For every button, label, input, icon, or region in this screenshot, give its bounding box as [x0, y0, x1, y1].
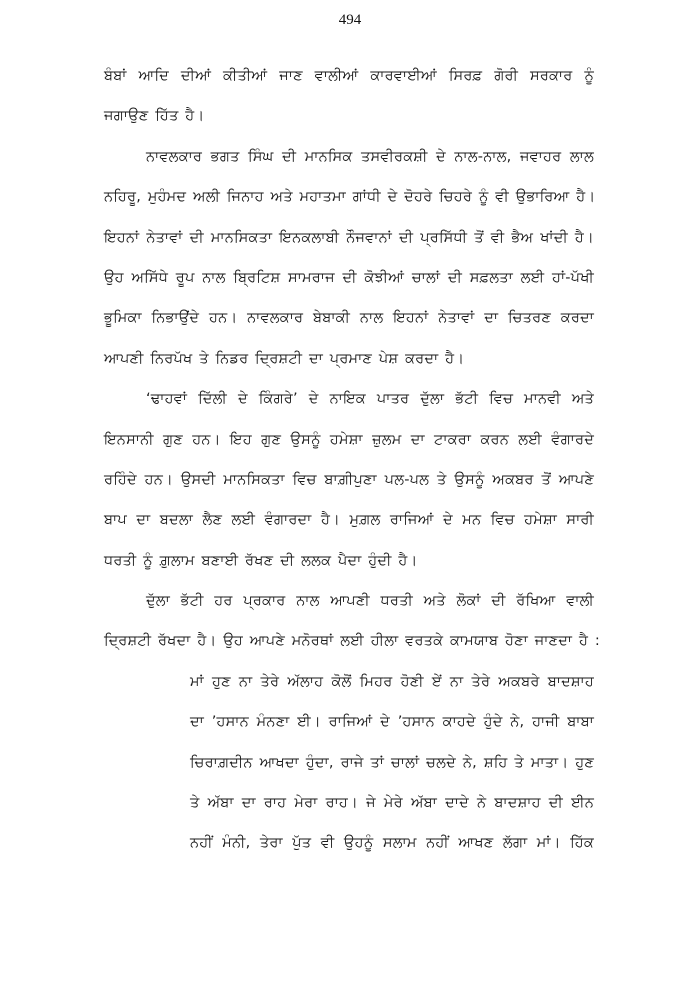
- text-line: ‘ਢਾਹਵਾਂ ਦਿੱਲੀ ਦੇ ਕਿੰਗਰੇ’ ਦੇ ਨਾਇਕ ਪਾਤਰ ਦੁੱਲਾ ਭੱਟੀ ਵਿਚ ਮਾਨਵੀ ਅਤੇ: [146, 391, 594, 408]
- quote-line: ਚਿਰਾਗ਼ਦੀਨ ਆਖਦਾ ਹੁੰਦਾ, ਰਾਜੇ ਤਾਂ ਚਾਲਾਂ ਚਲਦੇ ਨੇ, ਸ਼ਹਿ ਤੇ ਮਾਤਾ। ਹੁਣ: [190, 754, 594, 771]
- quote-line: ਨਹੀਂ ਮੰਨੀ, ਤੇਰਾ ਪੁੱਤ ਵੀ ਉਹਨੂੰ ਸਲਾਮ ਨਹੀਂ ਆਖਣ ਲੱਗਾ ਮਾਂ। ਹਿੱਕ: [190, 835, 594, 852]
- paragraph-1-continuation: [104, 62, 594, 143]
- text-line: ਇਨਸਾਨੀ ਗੁਣ ਹਨ। ਇਹ ਗੁਣ ਉਸਨੂੰ ਹਮੇਸ਼ਾ ਜ਼ੁਲਮ ਦਾ ਟਾਕਰਾ ਕਰਨ ਲਈ ਵੰਗਾਰਦੇ: [104, 431, 594, 448]
- text-line: ਇਹਨਾਂ ਨੇਤਾਵਾਂ ਦੀ ਮਾਨਸਿਕਤਾ ਇਨਕਲਾਬੀ ਨੌਜਵਾਨਾਂ ਦੀ ਪ੍ਰਸਿੱਧੀ ਤੋਂ ਵੀ ਭੈਅ ਖਾਂਦੀ ਹੈ।: [104, 229, 594, 246]
- text-line: ਨਾਵਲਕਾਰ ਭਗਤ ਸਿੰਘ ਦੀ ਮਾਨਸਿਕ ਤਸਵੀਰਕਸ਼ੀ ਦੇ ਨਾਲ-ਨਾਲ, ਜਵਾਹਰ ਲਾਲ: [146, 148, 594, 165]
- quote-line: ਤੇ ਅੱਬਾ ਦਾ ਰਾਹ ਮੇਰਾ ਰਾਹ। ਜੇ ਮੇਰੇ ਅੱਬਾ ਦਾਦੇ ਨੇ ਬਾਦਸ਼ਾਹ ਦੀ ਈਨ: [190, 795, 594, 812]
- quote-line: ਮਾਂ ਹੁਣ ਨਾ ਤੇਰੇ ਅੱਲਾਹ ਕੋਲੋਂ ਮਿਹਰ ਹੋਣੀ ਏਂ ਨਾ ਤੇਰੇ ਅਕਬਰੇ ਬਾਦਸ਼ਾਹ: [190, 673, 594, 690]
- text-line: ਦੁੱਲਾ ਭੱਟੀ ਹਰ ਪ੍ਰਕਾਰ ਨਾਲ ਆਪਣੀ ਧਰਤੀ ਅਤੇ ਲੋਕਾਂ ਦੀ ਰੱਖਿਆ ਵਾਲੀ: [146, 593, 594, 610]
- body-text: [104, 62, 600, 870]
- text-line: ਭੂਮਿਕਾ ਨਿਭਾਉਂਦੇ ਹਨ। ਨਾਵਲਕਾਰ ਬੇਬਾਕੀ ਨਾਲ ਇਹਨਾਂ ਨੇਤਾਵਾਂ ਦਾ ਚਿਤਰਣ ਕਰਦਾ: [104, 310, 594, 327]
- text-line: ਰਹਿੰਦੇ ਹਨ। ਉਸਦੀ ਮਾਨਸਿਕਤਾ ਵਿਚ ਬਾਗ਼ੀਪੁਣਾ ਪਲ-ਪਲ ਤੇ ਉਸਨੂੰ ਅਕਬਰ ਤੋਂ ਆਪਣੇ: [104, 471, 594, 488]
- paragraph-2: [104, 143, 594, 385]
- page-number: 494: [338, 12, 362, 28]
- quote-line: ਦਾ ’ਹਸਾਨ ਮੰਨਣਾ ਈ। ਰਾਜਿਆਂ ਦੇ ’ਹਸਾਨ ਕਾਹਦੇ ਹੁੰਦੇ ਨੇ, ਹਾਜੀ ਬਾਬਾ: [190, 714, 594, 731]
- paragraph-3: [104, 385, 594, 587]
- block-quote: [104, 668, 594, 870]
- text-line: ਨਹਿਰੂ, ਮੁਹੰਮਦ ਅਲੀ ਜਿਨਾਹ ਅਤੇ ਮਹਾਤਮਾ ਗਾਂਧੀ ਦੇ ਦੋਹਰੇ ਚਿਹਰੇ ਨੂੰ ਵੀ ਉਭਾਰਿਆ ਹੈ।: [104, 189, 596, 206]
- text-line: ਜਗਾਉਣ ਹਿੱਤ ਹੈ।: [104, 108, 205, 125]
- paragraph-4: [104, 587, 600, 668]
- text-line: ਧਰਤੀ ਨੂੰ ਗ਼ੁਲਾਮ ਬਣਾਈ ਰੱਖਣ ਦੀ ਲਲਕ ਪੈਦਾ ਹੁੰਦੀ ਹੈ।: [104, 552, 418, 569]
- text-line: ਬਾਪ ਦਾ ਬਦਲਾ ਲੈਣ ਲਈ ਵੰਗਾਰਦਾ ਹੈ। ਮੁਗ਼ਲ ਰਾਜਿਆਂ ਦੇ ਮਨ ਵਿਚ ਹਮੇਸ਼ਾ ਸਾਰੀ: [104, 512, 594, 529]
- text-line: ਬੰਬਾਂ ਆਦਿ ਦੀਆਂ ਕੀਤੀਆਂ ਜਾਣ ਵਾਲੀਆਂ ਕਾਰਵਾਈਆਂ ਸਿਰਫ਼ ਗੋਰੀ ਸਰਕਾਰ ਨੂੰ: [104, 68, 594, 84]
- text-line: ਆਪਣੀ ਨਿਰਪੱਖ ਤੇ ਨਿਡਰ ਦ੍ਰਿਸ਼ਟੀ ਦਾ ਪ੍ਰਮਾਣ ਪੇਸ਼ ਕਰਦਾ ਹੈ।: [104, 350, 465, 367]
- text-line: ਦ੍ਰਿਸ਼ਟੀ ਰੱਖਦਾ ਹੈ। ਉਹ ਆਪਣੇ ਮਨੋਰਥਾਂ ਲਈ ਹੀਲਾ ਵਰਤਕੇ ਕਾਮਯਾਬ ਹੋਣਾ ਜਾਣਦਾ ਹੈ :: [104, 633, 600, 650]
- text-line: ਉਹ ਅਸਿੱਧੇ ਰੂਪ ਨਾਲ ਬ੍ਰਿਟਿਸ਼ ਸਾਮਰਾਜ ਦੀ ਕੋਝੀਆਂ ਚਾਲਾਂ ਦੀ ਸਫ਼ਲਤਾ ਲਈ ਹਾਂ-ਪੱਖੀ: [104, 269, 594, 286]
